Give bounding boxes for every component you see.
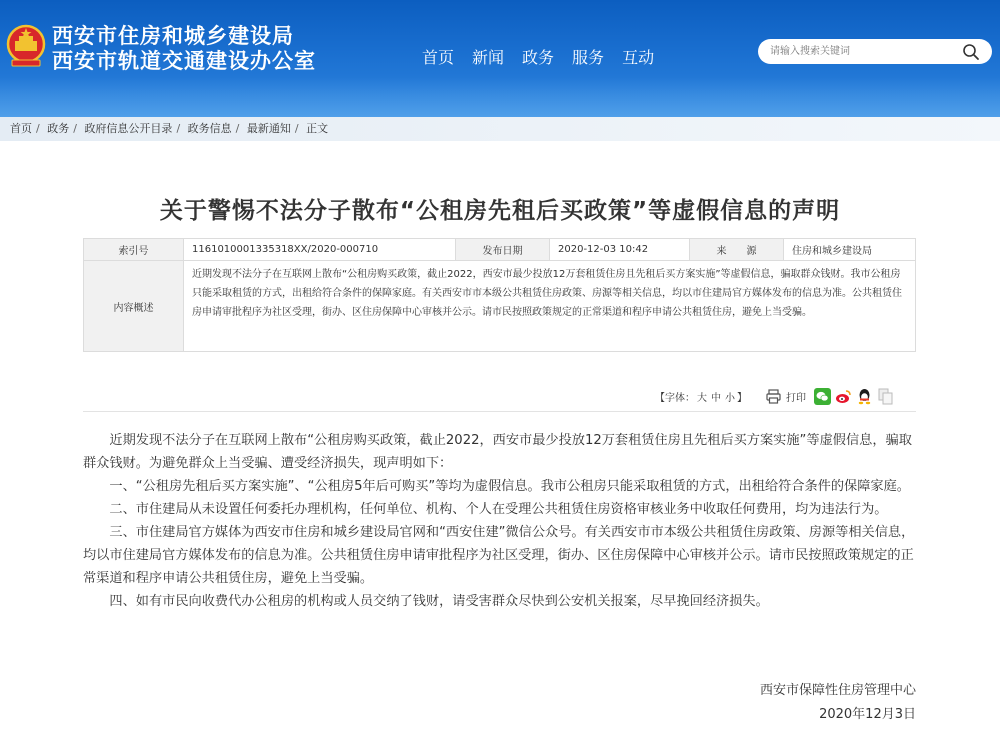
font-size-close: 】 — [737, 393, 747, 404]
article-paragraph: 一、“公租房先租后买方案实施”、“公租房5年后可购买”等均为虚假信息。我市公租房只能采取租赁的方式，出租给符合条件的保障家庭。 — [109, 478, 910, 494]
breadcrumb-current: 正文 — [306, 122, 329, 135]
date-value: 2020-12-03 10:42 — [550, 239, 690, 261]
article-paragraph: 近期发现不法分子在互联网上散布“公租房购买政策，截止2022，西安市最少投放12万套租赁住房且先租后买方案实施”等虚假信息，骗取群众钱财。为避免群众上当受骗、遭受经济损失，现声明如下： — [83, 433, 912, 471]
header-wave-decoration — [0, 77, 1000, 117]
summary-value: 近期发现不法分子在互联网上散布“公租房购买政策，截止2022，西安市最少投放12万套租赁住房且先租后买方案实施”等虚假信息，骗取群众钱财。我市公租房只能采取租赁的方式，出租给符合条件的保障家庭。有关西安市市本级公共租赁住房政策、房源等相关信息，均以市住建局官方媒体发布的信息为准。公共租赁住房申请审批程序为社区受理，街办、区住房保障中心审核并公示。请市民按照政策规定的正常渠道和程序申请公共租赁住房，避免上当受骗。 — [184, 261, 916, 352]
font-size-large[interactable]: 大 — [697, 393, 707, 404]
nav-services[interactable]: 服务 — [572, 48, 605, 67]
wechat-share-icon[interactable] — [814, 388, 831, 405]
article-paragraph: 三、市住建局官方媒体为西安市住房和城乡建设局官网和“西安住建”微信公众号。有关西安市市本级公共租赁住房政策、房源等相关信息，均以市住建局官方媒体发布的信息为准。公共租赁住房申请审批程序为社区受理，街办、区住房保障中心审核并公示。请市民按照政策规定的正常渠道和程序申请公共租赁住房，避免上当受骗。 — [83, 525, 915, 586]
signature-org: 西安市保障性住房管理中心 — [759, 683, 916, 698]
index-value: 1161010001335318XX/2020-000710 — [184, 239, 456, 261]
print-icon[interactable] — [765, 388, 782, 405]
article-tools — [655, 388, 898, 405]
breadcrumb-separator: / — [176, 122, 181, 135]
index-label: 索引号 — [84, 239, 184, 261]
article-meta-table — [83, 238, 916, 352]
article-paragraph: 四、如有市民向收费代办公租房的机构或人员交纳了钱财，请受害群众尽快到公安机关报案，尽早挽回经济损失。 — [109, 593, 769, 609]
qq-share-icon[interactable] — [856, 388, 873, 405]
search-icon[interactable] — [962, 43, 980, 61]
breadcrumb-info-catalog[interactable]: 政府信息公开目录 — [84, 122, 173, 135]
article-paragraph: 二、市住建局从未设置任何委托办理机构，任何单位、机构、个人在受理公共租赁住房资格审核业务中收取任何费用，均为违法行为。 — [109, 501, 888, 517]
search-box — [758, 39, 992, 64]
breadcrumb-separator: / — [73, 122, 77, 135]
national-emblem-icon[interactable] — [6, 24, 46, 68]
font-size-medium[interactable]: 中 — [711, 393, 721, 404]
source-label: 来 源 — [690, 239, 784, 261]
main-nav — [422, 45, 654, 68]
meta-row — [84, 261, 916, 352]
site-title[interactable] — [52, 24, 316, 74]
site-title-line1: 西安市住房和城乡建设局 — [52, 24, 294, 48]
nav-interaction[interactable]: 互动 — [622, 48, 655, 67]
search-input[interactable] — [770, 43, 950, 60]
site-header — [0, 0, 1000, 117]
signature-block — [760, 679, 916, 727]
breadcrumb-latest-notice[interactable]: 最新通知 — [246, 122, 291, 135]
breadcrumb-separator: / — [294, 122, 299, 135]
font-size-small[interactable]: 小 — [725, 393, 735, 404]
font-size-label: 【字体： — [655, 393, 695, 404]
nav-news[interactable]: 新闻 — [472, 48, 505, 67]
nav-government[interactable]: 政务 — [522, 48, 555, 67]
article-body — [83, 430, 923, 614]
nav-home[interactable]: 首页 — [422, 48, 455, 67]
print-label[interactable]: 打印 — [786, 393, 806, 404]
breadcrumb-home[interactable]: 首页 — [10, 122, 32, 135]
breadcrumb — [0, 117, 1000, 141]
meta-row — [84, 239, 916, 261]
signature-date: 2020年12月3日 — [819, 707, 916, 722]
breadcrumb-separator: / — [36, 122, 40, 135]
summary-label: 内容概述 — [84, 261, 184, 352]
source-value: 住房和城乡建设局 — [784, 239, 916, 261]
breadcrumb-government[interactable]: 政务 — [47, 122, 70, 135]
content-divider — [83, 411, 916, 412]
breadcrumb-gov-info[interactable]: 政务信息 — [187, 122, 232, 135]
breadcrumb-separator: / — [235, 122, 240, 135]
weibo-share-icon[interactable] — [835, 388, 852, 405]
date-label: 发布日期 — [456, 239, 550, 261]
site-title-line2: 西安市轨道交通建设办公室 — [52, 49, 316, 73]
font-size-selector — [655, 389, 747, 404]
article-title: 关于警惕不法分子散布“公租房先租后买政策”等虚假信息的声明 — [159, 198, 841, 224]
copy-link-icon[interactable] — [877, 388, 894, 405]
